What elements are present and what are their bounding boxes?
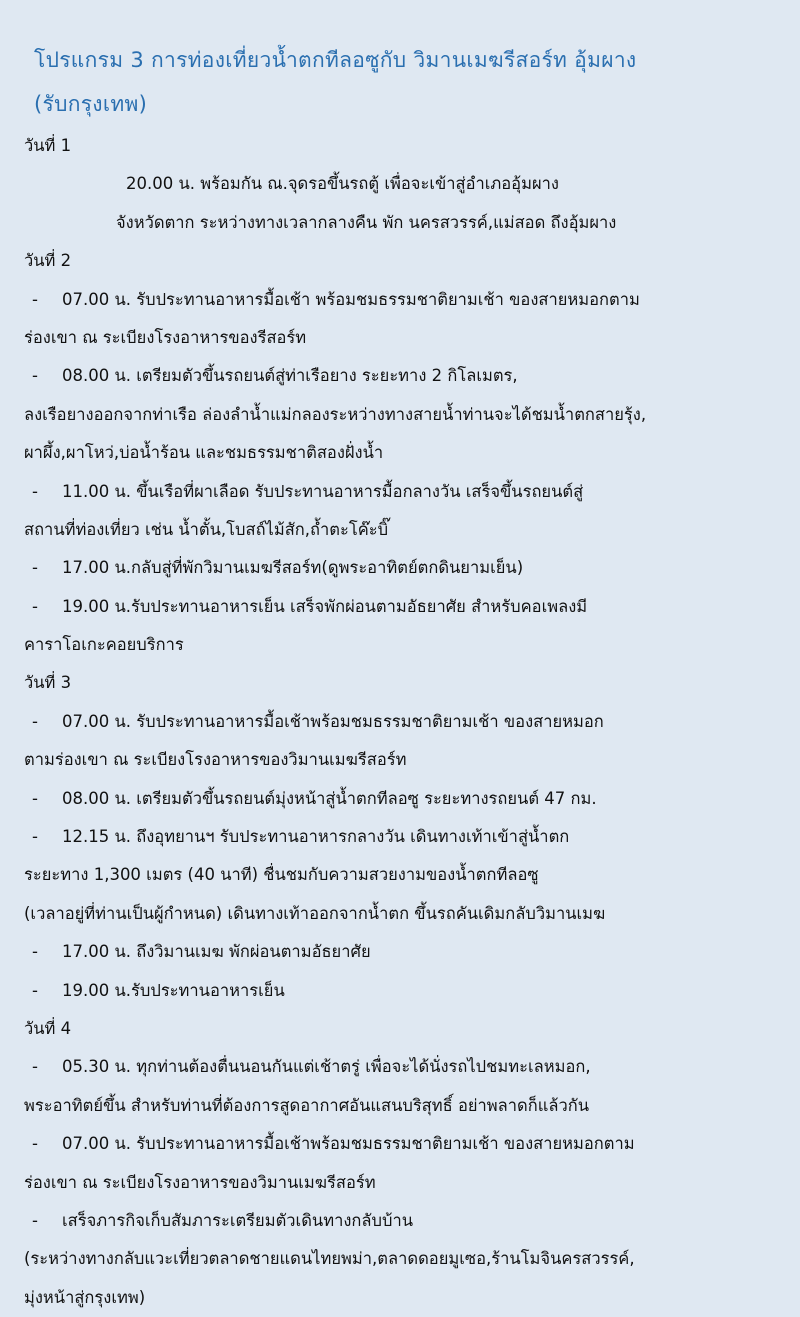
bullet-dash: - [32, 558, 38, 578]
day-2-item [24, 357, 794, 395]
item-text: 17.00 น.กลับสู่ที่พักวิมานเมฆรีสอร์ท(ดูพระอาทิตย์ตกดินยามเย็น) [62, 558, 524, 578]
item-text: เสร็จภารกิจเก็บสัมภาระเตรียมตัวเดินทางกลับบ้าน [62, 1210, 413, 1230]
bullet-dash: - [32, 980, 38, 1000]
bullet-dash: - [32, 827, 38, 847]
day-3-item [24, 933, 794, 971]
day-1-line: 20.00 น. พร้อมกัน ณ.จุดรอขึ้นรถตู้ เพื่อจะเข้าสู่อำเภออุ้มผาง [126, 174, 559, 194]
day-2-item-cont: สถานที่ท่องเที่ยว เช่น น้ำตั้น,โบสถ์ไม้สัก,ถ้ำตะโค๊ะบิ๊ [24, 519, 389, 539]
day-4-item [24, 1202, 794, 1240]
day-3-item-cont: (เวลาอยู่ที่ท่านเป็นผู้กำหนด) เดินทางเท้าออกจากน้ำตก ขึ้นรถคันเดิมกลับวิมานเมฆ [24, 903, 606, 923]
day-3-item [24, 703, 794, 741]
day-1-line: จังหวัดตาก ระหว่างทางเวลากลางคืน พัก นครสวรรค์,แม่สอด ถึงอุ้มผาง [116, 212, 617, 232]
day-2-item-cont: คาราโอเกะคอยบริการ [24, 635, 184, 655]
item-text: 07.00 น. รับประทานอาหารมื้อเช้า พร้อมชมธรรมชาติยามเช้า ของสายหมอกตาม [62, 289, 640, 309]
day-4-item-cont: พระอาทิตย์ขึ้น สำหรับท่านที่ต้องการสูดอากาศอันแสนบริสุทธิ์ อย่าพลาดก็แล้วกัน [24, 1095, 590, 1115]
bullet-dash: - [32, 366, 38, 386]
day-3-item-cont: ระยะทาง 1,300 เมตร (40 นาที) ชื่นชมกับความสวยงามของน้ำตกทีลอซู [24, 865, 539, 885]
program-title [34, 38, 784, 126]
bullet-dash: - [32, 711, 38, 731]
item-text: 19.00 น.รับประทานอาหารเย็น [62, 980, 285, 1000]
day-2-item [24, 588, 794, 626]
item-text: 08.00 น. เตรียมตัวขึ้นรถยนต์สู่ท่าเรือยาง ระยะทาง 2 กิโลเมตร, [62, 366, 518, 386]
day-4-item-cont: ร่องเขา ณ ระเบียงโรงอาหารของวิมานเมฆรีสอร์ท [24, 1172, 376, 1192]
day-3-item [24, 780, 794, 818]
item-text: 07.00 น. รับประทานอาหารมื้อเช้าพร้อมชมธรรมชาติยามเช้า ของสายหมอก [62, 711, 604, 731]
item-text: 05.30 น. ทุกท่านต้องตื่นนอนกันแต่เช้าตรู่ เพื่อจะได้นั่งรถไปชมทะเลหมอก, [62, 1057, 591, 1077]
itinerary-body [24, 127, 794, 1317]
day-2-item [24, 281, 794, 319]
day-4-item [24, 1125, 794, 1163]
bullet-dash: - [32, 1210, 38, 1230]
day-3-heading: วันที่ 3 [24, 673, 72, 693]
item-text: 19.00 น.รับประทานอาหารเย็น เสร็จพักผ่อนตามอัธยาศัย สำหรับคอเพลงมี [62, 596, 588, 616]
item-text: 07.00 น. รับประทานอาหารมื้อเช้าพร้อมชมธรรมชาติยามเช้า ของสายหมอกตาม [62, 1134, 635, 1154]
day-4-item-cont: (ระหว่างทางกลับแวะเที่ยวตลาดชายแดนไทยพม่า,ตลาดดอยมูเซอ,ร้านโมจินครสวรรค์, [24, 1249, 635, 1269]
day-3-item-cont: ตามร่องเขา ณ ระเบียงโรงอาหารของวิมานเมฆรีสอร์ท [24, 750, 407, 770]
bullet-dash: - [32, 1057, 38, 1077]
bullet-dash: - [32, 788, 38, 808]
day-2-item-cont: ผาผึ้ง,ผาโหว่,บ่อน้ำร้อน และชมธรรมชาติสองฝั่งน้ำ [24, 443, 384, 463]
day-3-item [24, 972, 794, 1010]
bullet-dash: - [32, 289, 38, 309]
day-2-heading: วันที่ 2 [24, 251, 72, 271]
day-4-item-cont: มุ่งหน้าสู่กรุงเทพ) [24, 1287, 146, 1307]
bullet-dash: - [32, 596, 38, 616]
item-text: 08.00 น. เตรียมตัวขึ้นรถยนต์มุ่งหน้าสู่น้ำตกทีลอซู ระยะทางรถยนต์ 47 กม. [62, 788, 597, 808]
item-text: 12.15 น. ถึงอุทยานฯ รับประทานอาหารกลางวัน เดินทางเท้าเข้าสู่น้ำตก [62, 827, 570, 847]
title-line-1: โปรแกรม 3 การท่องเที่ยวน้ำตกทีลอซูกับ วิมานเมฆรีสอร์ท อุ้มผาง [34, 48, 637, 72]
bullet-dash: - [32, 481, 38, 501]
bullet-dash: - [32, 1134, 38, 1154]
title-line-2: (รับกรุงเทพ) [34, 92, 148, 116]
day-2-item-cont: ลงเรือยางออกจากท่าเรือ ล่องลำน้ำแม่กลองระหว่างทางสายน้ำท่านจะได้ชมน้ำตกสายรุ้ง, [24, 404, 647, 424]
item-text: 11.00 น. ขึ้นเรือที่ผาเลือด รับประทานอาหารมื้อกลางวัน เสร็จขึ้นรถยนต์สู่ [62, 481, 584, 501]
day-3-item [24, 818, 794, 856]
day-2-item [24, 549, 794, 587]
day-4-heading: วันที่ 4 [24, 1018, 72, 1038]
item-text: 17.00 น. ถึงวิมานเมฆ พักผ่อนตามอัธยาศัย [62, 942, 371, 962]
bullet-dash: - [32, 942, 38, 962]
day-2-item-cont: ร่องเขา ณ ระเบียงโรงอาหารของรีสอร์ท [24, 327, 307, 347]
day-4-item [24, 1048, 794, 1086]
day-2-item [24, 473, 794, 511]
day-1-heading: วันที่ 1 [24, 136, 72, 155]
